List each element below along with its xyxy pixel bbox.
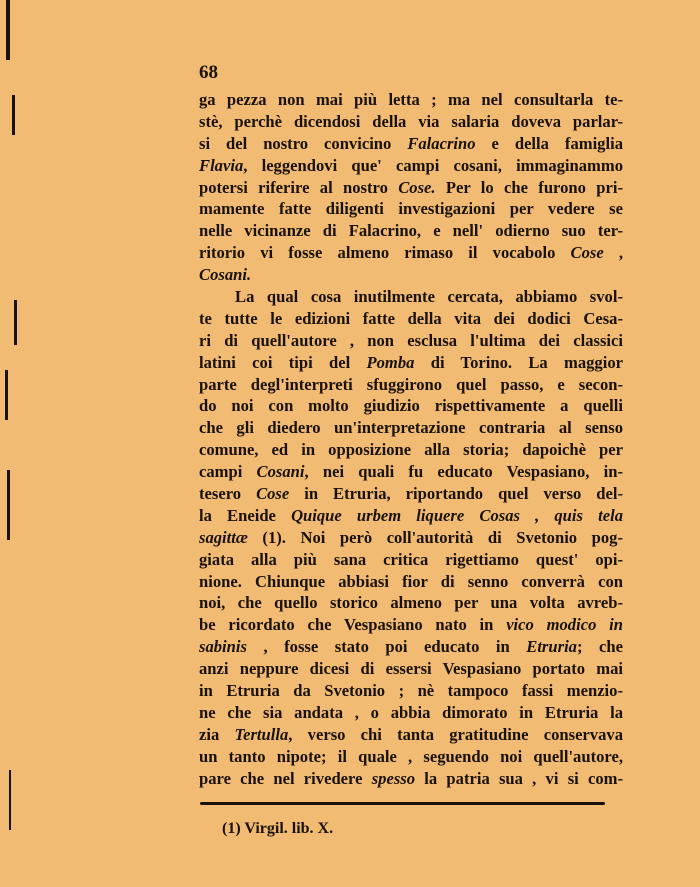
text-line <box>199 549 623 571</box>
text-line <box>199 242 623 264</box>
text-line <box>199 111 623 133</box>
text-line <box>199 374 623 396</box>
text-line <box>199 680 623 702</box>
text-segment: la patria sua , vi si com- <box>415 768 623 788</box>
text-segment: e della famiglia <box>475 133 623 153</box>
text-segment: comune, ed in opposizione alla storia; dapoichè per <box>199 440 623 460</box>
text-line <box>199 395 623 417</box>
text-line <box>199 417 623 439</box>
text-segment: che gli diedero un'interpretazione contraria al senso <box>199 418 623 438</box>
text-line <box>199 483 623 505</box>
text-segment: ga pezza non mai più letta ; ma nel consultarla te- <box>199 90 623 109</box>
text-segment: latini coi tipi del <box>199 352 367 372</box>
text-line <box>199 746 623 768</box>
text-line <box>199 768 623 790</box>
italic-text: Cose <box>256 484 290 504</box>
text-line <box>199 592 623 614</box>
text-segment: potersi riferire al nostro <box>199 177 399 197</box>
italic-text: vico modico in <box>506 615 623 635</box>
text-segment: ; che <box>576 637 623 657</box>
text-line <box>199 220 623 242</box>
text-segment: , fosse stato poi educato in <box>246 637 527 657</box>
text-segment: , <box>603 243 623 263</box>
text-line <box>199 330 623 352</box>
footnote-rule <box>200 802 605 805</box>
italic-text: Tertulla <box>234 724 289 744</box>
italic-text: spesso <box>371 768 416 788</box>
text-segment: in Etruria da Svetonio ; nè tampoco fassi menzio- <box>199 681 623 701</box>
text-line <box>199 614 623 636</box>
text-segment: , leggendovi que' campi cosani, immaginammo <box>243 155 623 175</box>
page-number: 68 <box>199 62 218 83</box>
text-segment: , verso chi tanta gratitudine conservava <box>288 724 623 744</box>
text-line <box>199 89 623 111</box>
scan-edge-mark <box>6 0 10 60</box>
text-segment: te tutte le edizioni fatte della vita dei dodici Cesa- <box>199 308 623 328</box>
italic-text: Cosani. <box>199 265 252 285</box>
text-line <box>199 571 623 593</box>
text-line <box>199 308 623 330</box>
text-line <box>199 724 623 746</box>
text-segment: tesero <box>199 484 257 504</box>
text-line <box>199 439 623 461</box>
italic-text: Cosani <box>256 462 305 482</box>
italic-text: Flavia <box>199 155 244 175</box>
italic-text: Pomba <box>366 352 415 372</box>
italic-text: Etruria <box>526 637 577 657</box>
text-line <box>199 658 623 680</box>
text-segment: , nei quali fu educato Vespasiano, in- <box>304 462 623 482</box>
text-segment: ri di quell'autore , non esclusa l'ultima dei classici <box>199 330 623 350</box>
text-segment: parte degl'interpreti sfuggirono quel passo, e secon- <box>199 374 623 394</box>
italic-text: Falacrino <box>407 133 476 153</box>
text-line <box>199 505 623 527</box>
scan-edge-mark <box>9 770 11 830</box>
text-segment: nelle vicinanze di Falacrino, e nell' odierno suo ter- <box>199 221 623 241</box>
text-line <box>199 461 623 483</box>
text-line <box>199 133 623 155</box>
italic-text: sabinis <box>199 637 247 657</box>
text-segment: do noi con molto giudizio rispettivamente a quelli <box>199 396 623 416</box>
italic-text: Cose. <box>398 177 436 197</box>
text-line <box>199 155 623 177</box>
text-segment: (1). Noi però coll'autorità di Svetonio pog- <box>247 527 623 547</box>
scan-edge-mark <box>12 95 15 135</box>
text-segment: Per lo che furono pri- <box>435 177 623 197</box>
text-segment: ritorio vi fosse almeno rimaso il vocabolo <box>199 243 571 263</box>
italic-text: sagittæ <box>199 527 248 547</box>
text-segment: anzi neppure dicesi di essersi Vespasiano portato mai <box>199 659 623 679</box>
text-segment: in Etruria, riportando quel verso del- <box>289 484 623 504</box>
text-segment: ne che sia andata , o abbia dimorato in Etruria la <box>199 702 623 722</box>
text-line <box>199 286 623 308</box>
text-segment: giata alla più sana critica rigettiamo quest' opi- <box>199 549 623 569</box>
text-segment: un tanto nipote; il quale , seguendo noi quell'autore, <box>199 746 623 766</box>
scan-edge-mark <box>5 370 8 420</box>
text-segment: si del nostro convicino <box>199 133 408 153</box>
text-segment: be ricordato che Vespasiano nato in <box>199 615 507 635</box>
text-line <box>199 636 623 658</box>
text-segment: La qual cosa inutilmente cercata, abbiamo svol- <box>235 287 623 307</box>
text-line <box>199 352 623 374</box>
text-line <box>199 198 623 220</box>
text-segment: zia <box>199 724 235 744</box>
scan-edge-mark <box>14 300 17 345</box>
text-segment: campi <box>199 462 257 482</box>
footnote: (1) Virgil. lib. X. <box>222 820 334 837</box>
text-segment: la Eneide <box>199 505 292 525</box>
italic-text: Quique urbem liquere Cosas , quis tela <box>291 505 623 525</box>
text-line <box>199 702 623 724</box>
text-segment: di Torino. La maggior <box>414 352 623 372</box>
text-segment: mamente fatte diligenti investigazioni per vedere se <box>199 199 623 219</box>
italic-text: Cose <box>570 243 604 263</box>
text-line <box>199 264 623 286</box>
text-segment: nione. Chiunque abbiasi fior di senno converrà con <box>199 571 623 591</box>
text-line <box>199 177 623 199</box>
text-segment: pare che nel rivedere <box>199 768 372 788</box>
text-segment: stè, perchè dicendosi della via salaria doveva parlar- <box>199 111 623 131</box>
scan-edge-mark <box>7 470 10 540</box>
body-text <box>199 89 623 790</box>
text-line <box>199 527 623 549</box>
text-segment: noi, che quello storico almeno per una volta avreb- <box>199 593 623 613</box>
